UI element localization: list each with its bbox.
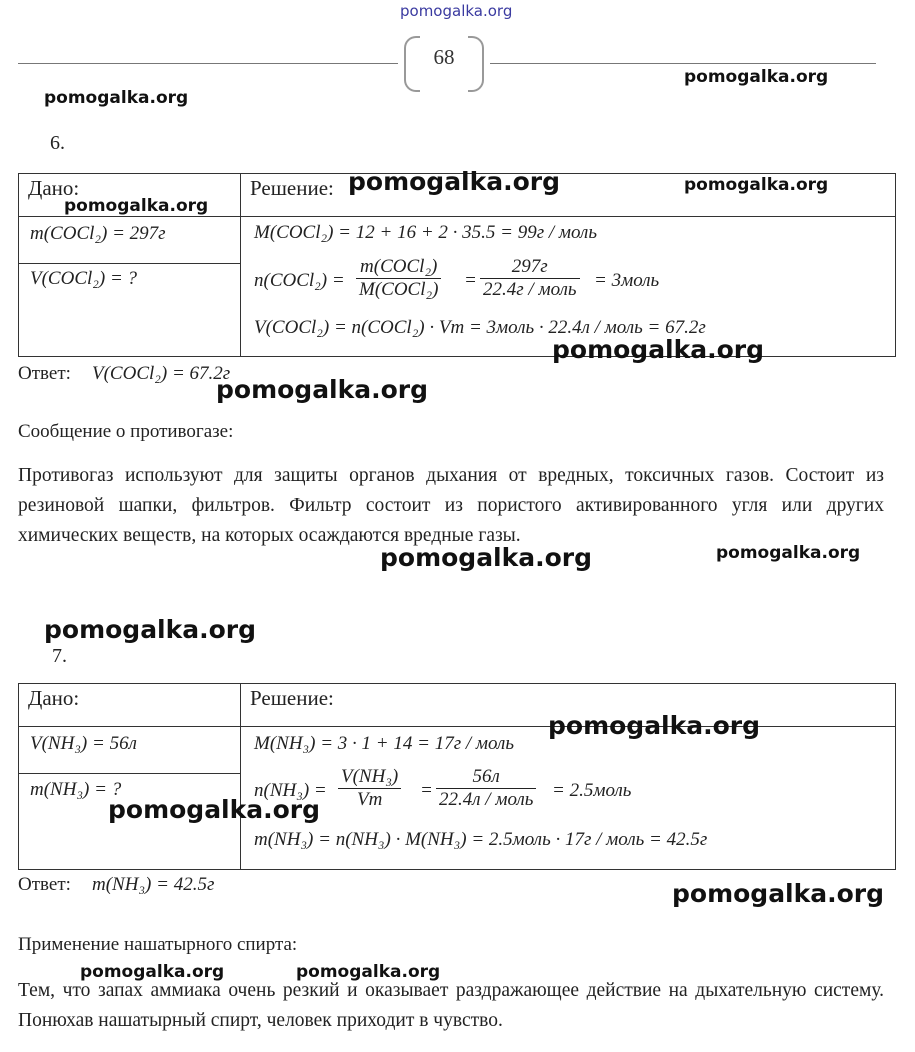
watermark: pomogalka.org [684,175,829,195]
task6-n-eq: = [464,270,477,291]
task6-fraction-1 [356,256,441,301]
watermark: pomogalka.org [80,962,225,982]
watermark: pomogalka.org [548,711,761,740]
task7-given-volume: V(NH₃) = 56л [30,733,137,754]
task6-solution-header: Решение: [250,176,334,200]
task7-solution-header: Решение: [250,686,334,710]
page-number-box [404,36,484,90]
watermark: pomogalka.org [672,879,885,908]
task6-volume-calc: V(COCl₂) = n(COCl₂) · Vm = 3моль · 22.4л / моль = 67.2г [254,317,706,338]
watermark: pomogalka.org [348,167,561,196]
task6-n-right: = 3моль [594,270,660,291]
header-rule-right [490,63,876,64]
task6-molar-mass: M(COCl₂) = 12 + 16 + 2 · 35.5 = 99г / моль [254,222,597,243]
task7-given-header: Дано: [28,686,80,710]
watermark: pomogalka.org [216,375,429,404]
task6-number: 6. [50,132,65,154]
section1-title: Сообщение о противогазе: [18,421,234,442]
watermark: pomogalka.org [108,795,321,824]
task7-n-right: = 2.5моль [552,780,632,801]
fraction-denominator: Vm [338,788,401,811]
fraction-denominator: M(COCl₂) [356,278,441,301]
page-number: 68 [433,45,455,69]
fraction-numerator: m(COCl₂) [360,256,438,277]
task6-given-mass: m(COCl₂) = 297г [30,223,166,244]
watermark: pomogalka.org [716,543,861,563]
fraction-denominator: 22.4г / моль [480,278,580,301]
task6-answer-value: V(COCl₂) = 67.2г [92,363,231,384]
section1-text: Противогаз используют для защиты органов дыхания от вредных, токсичных газов. Состоит из резиновой шапки, фильтров. Фильтр состоит из пористого активированного угля или других химических веществ, на которых осаждаются вредные газы. [18,465,884,546]
task7-fraction-1 [338,766,401,811]
watermark: pomogalka.org [684,67,829,87]
fraction-numerator: 297г [511,256,548,277]
task7-n-eq: = [420,780,433,801]
watermark: pomogalka.org [380,543,593,572]
task7-mass-calc: m(NH₃) = n(NH₃) · M(NH₃) = 2.5моль · 17г / моль = 42.5г [254,829,708,850]
task6-fraction-2 [480,256,580,301]
task6-given-header: Дано: [28,176,80,200]
section2-text: Тем, что запах аммиака очень резкий и оказывает раздражающее действие на дыхательную систему. Понюхав нашатырный спирт, человек приходит в чувство. [18,980,884,1031]
task6-n-left: n(COCl₂) = [254,270,345,291]
task6-find: V(COCl₂) = ? [30,268,138,289]
task7-answer-value: m(NH₃) = 42.5г [92,874,215,895]
task7-number: 7. [52,645,67,667]
task7-n-left: n(NH₃) = [254,780,327,801]
watermark: pomogalka.org [44,615,257,644]
task7-fraction-2 [436,766,536,811]
watermark: pomogalka.org [552,335,765,364]
watermark: pomogalka.org [64,196,209,216]
watermark: pomogalka.org [296,962,441,982]
task6-answer-label: Ответ: [18,363,71,384]
fraction-denominator: 22.4л / моль [436,788,536,811]
task7-find: m(NH₃) = ? [30,779,122,800]
watermark: pomogalka.org [44,88,189,108]
header-rule-left [18,63,398,64]
fraction-numerator: 56л [472,766,500,787]
section2-title: Применение нашатырного спирта: [18,934,298,955]
watermark-top[interactable]: pomogalka.org [400,2,513,20]
task7-molar-mass: M(NH₃) = 3 · 1 + 14 = 17г / моль [254,733,514,754]
task7-answer-label: Ответ: [18,874,71,895]
fraction-numerator: V(NH₃) [341,766,399,787]
